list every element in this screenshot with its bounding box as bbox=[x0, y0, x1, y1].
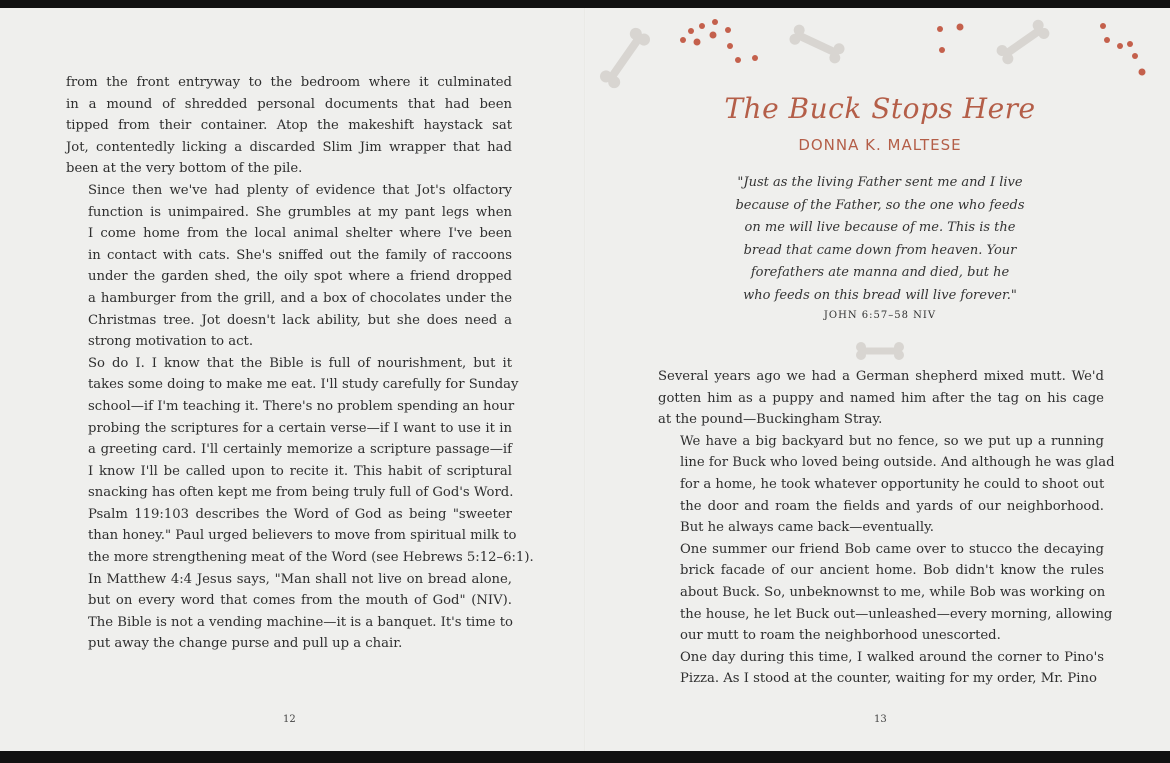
bone-icon bbox=[788, 23, 847, 65]
text-line: Psalm 119:103 describes the Word of God as being "sweeter bbox=[88, 506, 512, 522]
text-line: But he always came back—eventually. bbox=[680, 520, 934, 536]
text-line: put away the change purse and pull up a chair. bbox=[88, 636, 403, 652]
text-line: the house, he let Buck out—unleashed—every morning, allowing bbox=[680, 606, 1113, 622]
text-line: Since then we've had plenty of evidence that Jot's olfactory bbox=[88, 182, 512, 198]
paw-print-icon bbox=[680, 19, 758, 63]
book-spread bbox=[0, 8, 1170, 751]
text-line: Christmas tree. Jot doesn't lack ability, but she does need a bbox=[88, 312, 512, 328]
text-line: a hamburger from the grill, and a box of chocolates under the bbox=[88, 290, 512, 306]
right-page-body bbox=[658, 366, 1115, 690]
story-author: DONNA K. MALTESE bbox=[798, 136, 962, 154]
paw-print-icon bbox=[1100, 23, 1146, 76]
text-line: tipped from their container. Atop the makeshift haystack sat bbox=[66, 118, 512, 134]
text-line: One day during this time, I walked around the corner to Pino's bbox=[680, 649, 1104, 665]
epigraph-line: because of the Father, so the one who feeds bbox=[735, 197, 1025, 213]
text-line: snacking has often kept me from being truly full of God's Word. bbox=[88, 485, 514, 501]
text-line: the door and roam the fields and yards of our neighborhood. bbox=[680, 498, 1104, 514]
book-gutter bbox=[584, 8, 586, 751]
text-line: than honey." Paul urged believers to move from spiritual milk to bbox=[88, 528, 517, 544]
text-line: Several years ago we had a German shepherd mixed mutt. We'd bbox=[658, 369, 1104, 384]
epigraph-line: bread that came down from heaven. Your bbox=[743, 242, 1017, 258]
paragraph bbox=[658, 647, 1104, 690]
right-page-number: 13 bbox=[874, 714, 887, 725]
epigraph-line: on me will live because of me. This is the bbox=[744, 220, 1016, 235]
text-line: takes some doing to make me eat. I'll study carefully for Sunday bbox=[88, 377, 519, 393]
paragraph bbox=[658, 366, 1104, 431]
text-line: strong motivation to act. bbox=[88, 334, 254, 350]
paragraph bbox=[66, 353, 519, 504]
text-line: but on every word that comes from the mouth of God" (NIV). bbox=[88, 593, 512, 609]
text-line: The Bible is not a vending machine—it is a banquet. It's time to bbox=[88, 614, 514, 630]
text-line: gotten him as a puppy and named him after the tag on his cage bbox=[658, 390, 1104, 406]
paragraph bbox=[658, 539, 1113, 647]
text-line: the more strengthening meat of the Word (see Hebrews 5:12–6:1). bbox=[88, 550, 534, 566]
text-line: In Matthew 4:4 Jesus says, "Man shall not live on bread alone, bbox=[88, 571, 512, 587]
paragraph bbox=[66, 180, 512, 353]
text-line: a greeting card. I'll certainly memorize a scripture passage—if bbox=[88, 442, 512, 458]
text-line: school—if I'm teaching it. There's no problem spending an hour bbox=[88, 398, 515, 414]
epigraph-line: "Just as the living Father sent me and I live bbox=[737, 175, 1023, 190]
text-line: One summer our friend Bob came over to stucco the decaying bbox=[680, 541, 1104, 557]
text-line: in a mound of shredded personal documents that had been bbox=[66, 96, 512, 112]
text-line: probing the scriptures for a certain verse—if I want to use it in bbox=[88, 420, 512, 436]
paragraph bbox=[66, 72, 512, 180]
epigraph-line: forefathers ate manna and died, but he bbox=[750, 265, 1010, 280]
paragraph bbox=[658, 431, 1115, 539]
text-line: for a home, he took whatever opportunity he could to shoot out bbox=[680, 476, 1105, 492]
bone-icon bbox=[852, 340, 908, 362]
text-line: been at the very bottom of the pile. bbox=[66, 161, 303, 177]
text-line: in contact with cats. She's sniffed out the family of raccoons bbox=[88, 247, 512, 263]
text-line: line for Buck who loved being outside. And although he was glad bbox=[680, 455, 1115, 471]
story-title: The Buck Stops Here bbox=[724, 92, 1036, 125]
text-line: at the pound—Buckingham Stray. bbox=[658, 412, 883, 428]
paw-print-icon bbox=[937, 24, 964, 54]
left-page-body bbox=[66, 72, 534, 655]
text-line: Jot, contentedly licking a discarded Slim Jim wrapper that had bbox=[66, 139, 512, 155]
text-line: from the front entryway to the bedroom where it culminated bbox=[66, 75, 512, 90]
left-page-number: 12 bbox=[283, 714, 296, 725]
text-line: function is unimpaired. She grumbles at my pant legs when bbox=[88, 204, 512, 220]
text-line: Pizza. As I stood at the counter, waiting for my order, Mr. Pino bbox=[680, 671, 1097, 687]
text-line: So do I. I know that the Bible is full of nourishment, but it bbox=[88, 355, 512, 371]
epigraph bbox=[712, 172, 1048, 307]
bone-icon bbox=[598, 25, 653, 90]
text-line: I know I'll be called upon to recite it. This habit of scriptural bbox=[88, 463, 512, 479]
text-line: brick facade of our ancient home. Bob didn't know the rules bbox=[680, 563, 1104, 579]
bone-icon bbox=[994, 18, 1051, 67]
text-line: We have a big backyard but no fence, so we put up a running bbox=[680, 433, 1104, 449]
text-line: about Buck. So, unbeknownst to me, while Bob was working on bbox=[680, 584, 1106, 600]
paragraph bbox=[66, 504, 534, 655]
text-line: under the garden shed, the oily spot where a friend dropped bbox=[88, 269, 512, 285]
text-line: our mutt to roam the neighborhood unescorted. bbox=[680, 628, 1001, 644]
epigraph-reference: JOHN 6:57–58 NIV bbox=[823, 310, 937, 321]
text-line: I come home from the local animal shelter where I've been bbox=[88, 226, 512, 242]
epigraph-line: who feeds on this bread will live forever." bbox=[743, 287, 1017, 303]
